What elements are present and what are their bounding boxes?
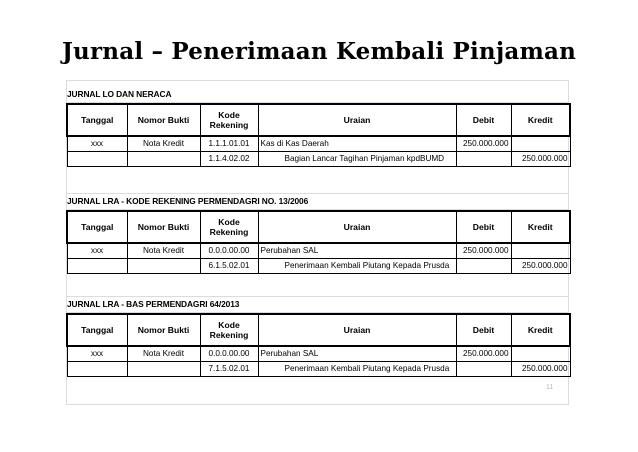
cell-debit bbox=[456, 362, 511, 377]
col-header-kode-rekening: Kode Rekening bbox=[200, 211, 258, 243]
col-header-kode-rekening: Kode Rekening bbox=[200, 104, 258, 136]
cell-uraian: Penerimaan Kembali Piutang Kepada Prusda bbox=[258, 259, 456, 274]
cell-kode-rekening: 1.1.4.02.02 bbox=[200, 152, 258, 167]
cell-nomor-bukti bbox=[127, 362, 200, 377]
table-row bbox=[67, 243, 570, 259]
table-row bbox=[67, 362, 570, 377]
table-row bbox=[67, 346, 570, 362]
col-header-tanggal: Tanggal bbox=[67, 211, 127, 243]
journal-table bbox=[66, 103, 571, 167]
col-header-nomor-bukti: Nomor Bukti bbox=[127, 211, 200, 243]
cell-nomor-bukti bbox=[127, 259, 200, 274]
cell-tanggal bbox=[67, 259, 127, 274]
cell-uraian: Perubahan SAL bbox=[258, 346, 456, 362]
col-header-kredit: Kredit bbox=[511, 211, 570, 243]
col-header-uraian: Uraian bbox=[258, 314, 456, 346]
col-header-nomor-bukti: Nomor Bukti bbox=[127, 314, 200, 346]
cell-debit: 250.000.000 bbox=[456, 346, 511, 362]
cell-kode-rekening: 0.0.0.00.00 bbox=[200, 346, 258, 362]
table-row bbox=[67, 152, 570, 167]
cell-kode-rekening: 7.1.5.02.01 bbox=[200, 362, 258, 377]
section-label: JURNAL LO DAN NERACA bbox=[66, 86, 569, 103]
col-header-tanggal: Tanggal bbox=[67, 314, 127, 346]
cell-debit bbox=[456, 259, 511, 274]
col-header-debit: Debit bbox=[456, 104, 511, 136]
cell-debit: 250.000.000 bbox=[456, 243, 511, 259]
col-header-uraian: Uraian bbox=[258, 104, 456, 136]
cell-kode-rekening: 0.0.0.00.00 bbox=[200, 243, 258, 259]
table-row bbox=[67, 259, 570, 274]
cell-nomor-bukti: Nota Kredit bbox=[127, 346, 200, 362]
journal-section-lra-bas-64 bbox=[66, 296, 569, 377]
table-row bbox=[67, 136, 570, 152]
cell-nomor-bukti: Nota Kredit bbox=[127, 136, 200, 152]
page-title: Jurnal – Penerimaan Kembali Pinjaman bbox=[61, 38, 577, 65]
table-header-row bbox=[67, 211, 570, 243]
cell-tanggal: xxx bbox=[67, 346, 127, 362]
col-header-kredit: Kredit bbox=[511, 104, 570, 136]
journal-table bbox=[66, 210, 571, 274]
cell-kredit: 250.000.000 bbox=[511, 152, 570, 167]
table-header-row bbox=[67, 104, 570, 136]
col-header-kredit: Kredit bbox=[511, 314, 570, 346]
journal-section-lo-neraca bbox=[66, 86, 569, 167]
journal-section-lra-permendagri-13 bbox=[66, 193, 569, 274]
cell-kredit: 250.000.000 bbox=[511, 362, 570, 377]
cell-uraian: Kas di Kas Daerah bbox=[258, 136, 456, 152]
col-header-debit: Debit bbox=[456, 314, 511, 346]
cell-tanggal: xxx bbox=[67, 136, 127, 152]
cell-kredit bbox=[511, 346, 570, 362]
cell-nomor-bukti bbox=[127, 152, 200, 167]
col-header-debit: Debit bbox=[456, 211, 511, 243]
section-label: JURNAL LRA - KODE REKENING PERMENDAGRI NO. 13/2006 bbox=[66, 193, 569, 210]
col-header-kode-rekening: Kode Rekening bbox=[200, 314, 258, 346]
cell-tanggal bbox=[67, 152, 127, 167]
section-label: JURNAL LRA - BAS PERMENDAGRI 64/2013 bbox=[66, 296, 569, 313]
col-header-tanggal: Tanggal bbox=[67, 104, 127, 136]
cell-kode-rekening: 1.1.1.01.01 bbox=[200, 136, 258, 152]
cell-uraian: Perubahan SAL bbox=[258, 243, 456, 259]
journal-table bbox=[66, 313, 571, 377]
cell-kode-rekening: 6.1.5.02.01 bbox=[200, 259, 258, 274]
cell-kredit: 250.000.000 bbox=[511, 259, 570, 274]
col-header-uraian: Uraian bbox=[258, 211, 456, 243]
cell-kredit bbox=[511, 243, 570, 259]
cell-debit: 250.000.000 bbox=[456, 136, 511, 152]
cell-debit bbox=[456, 152, 511, 167]
col-header-nomor-bukti: Nomor Bukti bbox=[127, 104, 200, 136]
table-header-row bbox=[67, 314, 570, 346]
cell-uraian: Penerimaan Kembali Piutang Kepada Prusda bbox=[258, 362, 456, 377]
cell-uraian: Bagian Lancar Tagihan Pinjaman kpdBUMD bbox=[258, 152, 456, 167]
cell-tanggal: xxx bbox=[67, 243, 127, 259]
cell-tanggal bbox=[67, 362, 127, 377]
cell-kredit bbox=[511, 136, 570, 152]
cell-nomor-bukti: Nota Kredit bbox=[127, 243, 200, 259]
page-number: 11 bbox=[546, 384, 554, 391]
